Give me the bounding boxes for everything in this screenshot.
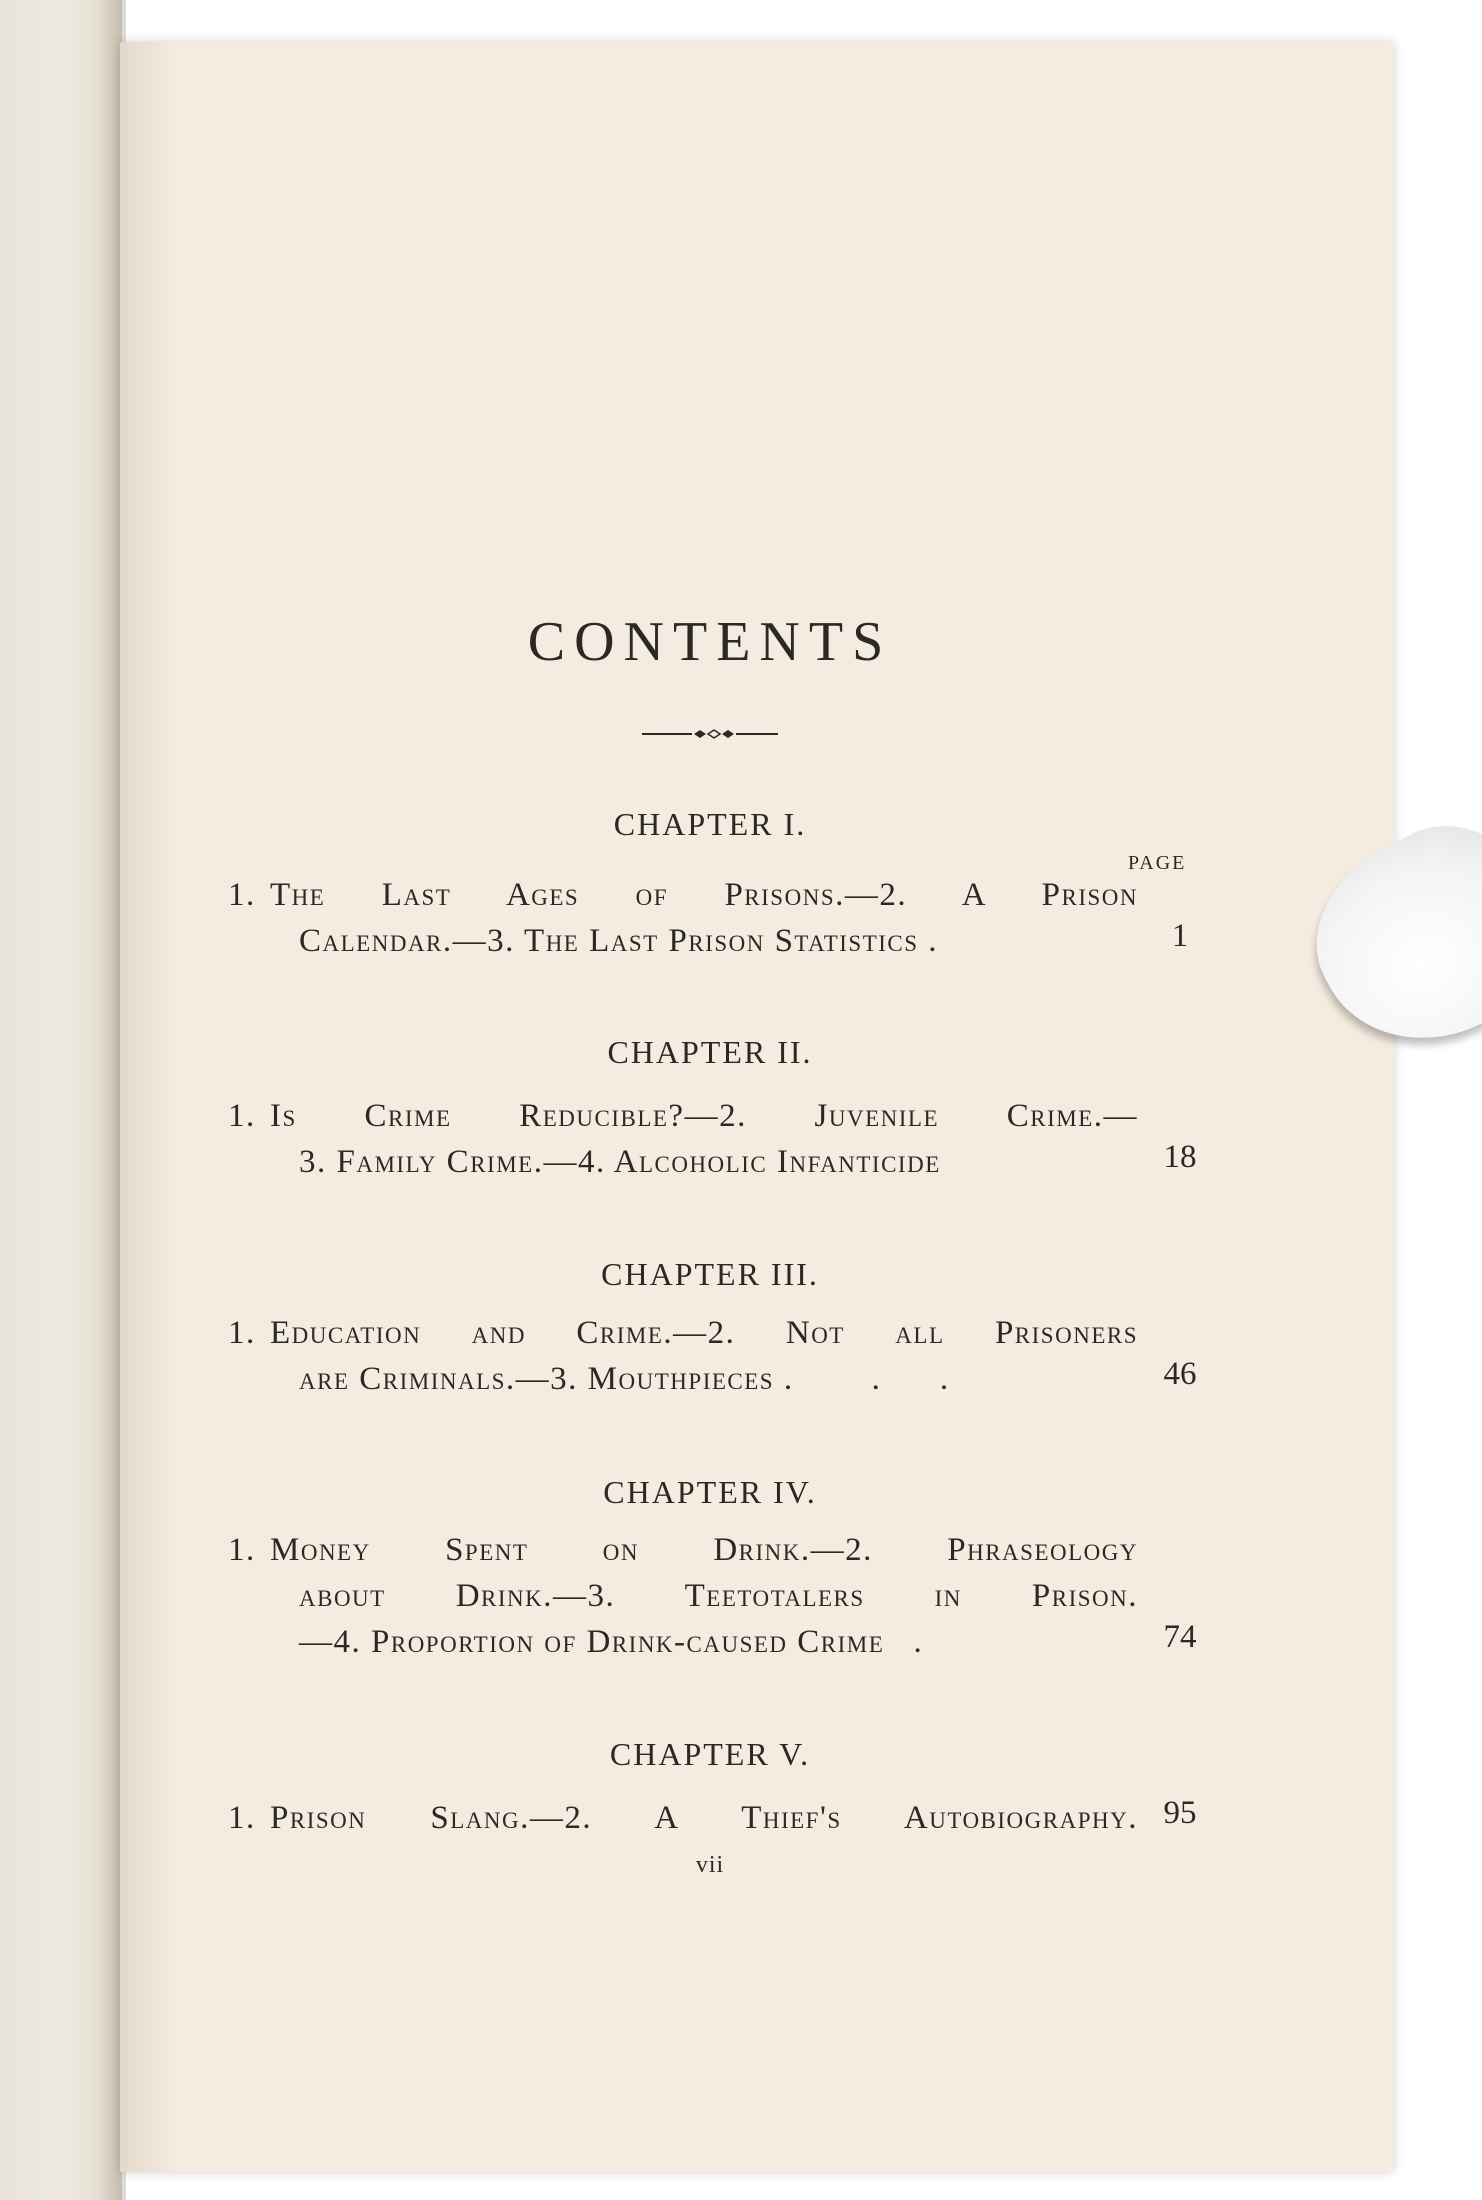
entry-line [222,1795,1222,1841]
page-number-ch3: 46 [1163,1356,1197,1392]
page-number-ch5: 95 [1163,1795,1197,1831]
entry-line: Calendar.—3. The Last Prison Statistics . [299,923,939,959]
section-number: 1. [228,1800,256,1836]
chapter-1-entry [222,872,1222,964]
entry-line: —4. Proportion of Drink-caused Crime . [299,1624,924,1660]
chapter-5-entry [222,1795,1222,1841]
chapter-heading-4: CHAPTER IV. [603,1474,817,1510]
entry-text: Money Spent on Drink.—2. Phraseology [270,1532,1138,1568]
page-number-ch4: 74 [1163,1619,1197,1655]
chapter-heading-3: CHAPTER III. [601,1256,819,1292]
folio-page-number: vii [695,1852,725,1878]
entry-text: about Drink.—3. Teetotalers in Prison. [299,1578,1138,1614]
chapter-3-entry [222,1310,1222,1402]
chapter-2-entry [222,1093,1222,1185]
entry-text: Is Crime Reducible?—2. Juvenile Crime.— [270,1098,1138,1134]
section-number: 1. [228,1532,256,1568]
entry-line: are Criminals.—3. Mouthpieces . . . [299,1361,950,1397]
page-number-ch2: 18 [1163,1139,1197,1175]
section-number: 1. [228,1098,256,1134]
entry-line: 3. Family Crime.—4. Alcoholic Infanticide [299,1144,941,1180]
page-number-ch1: 1 [1171,918,1189,954]
entry-text: The Last Ages of Prisons.—2. A Prison [270,877,1138,913]
contents-title: CONTENTS [527,611,893,673]
section-number: 1. [228,1315,256,1351]
chapter-4-entry [222,1527,1222,1665]
entry-line [222,1573,1222,1619]
chapter-heading-2: CHAPTER II. [607,1034,813,1070]
entry-line [222,1527,1222,1573]
page-column-label: PAGE [1128,852,1187,874]
entry-line [222,1310,1222,1356]
chapter-heading-5: CHAPTER V. [609,1736,811,1772]
ornament-divider-icon [640,724,780,744]
entry-line [222,1093,1222,1139]
entry-line [222,872,1222,918]
entry-text: Prison Slang.—2. A Thief's Autobiography. [270,1800,1138,1836]
chapter-heading-1: CHAPTER I. [613,806,807,842]
entry-text: Education and Crime.—2. Not all Prisoners [270,1315,1138,1351]
section-number: 1. [228,877,256,913]
